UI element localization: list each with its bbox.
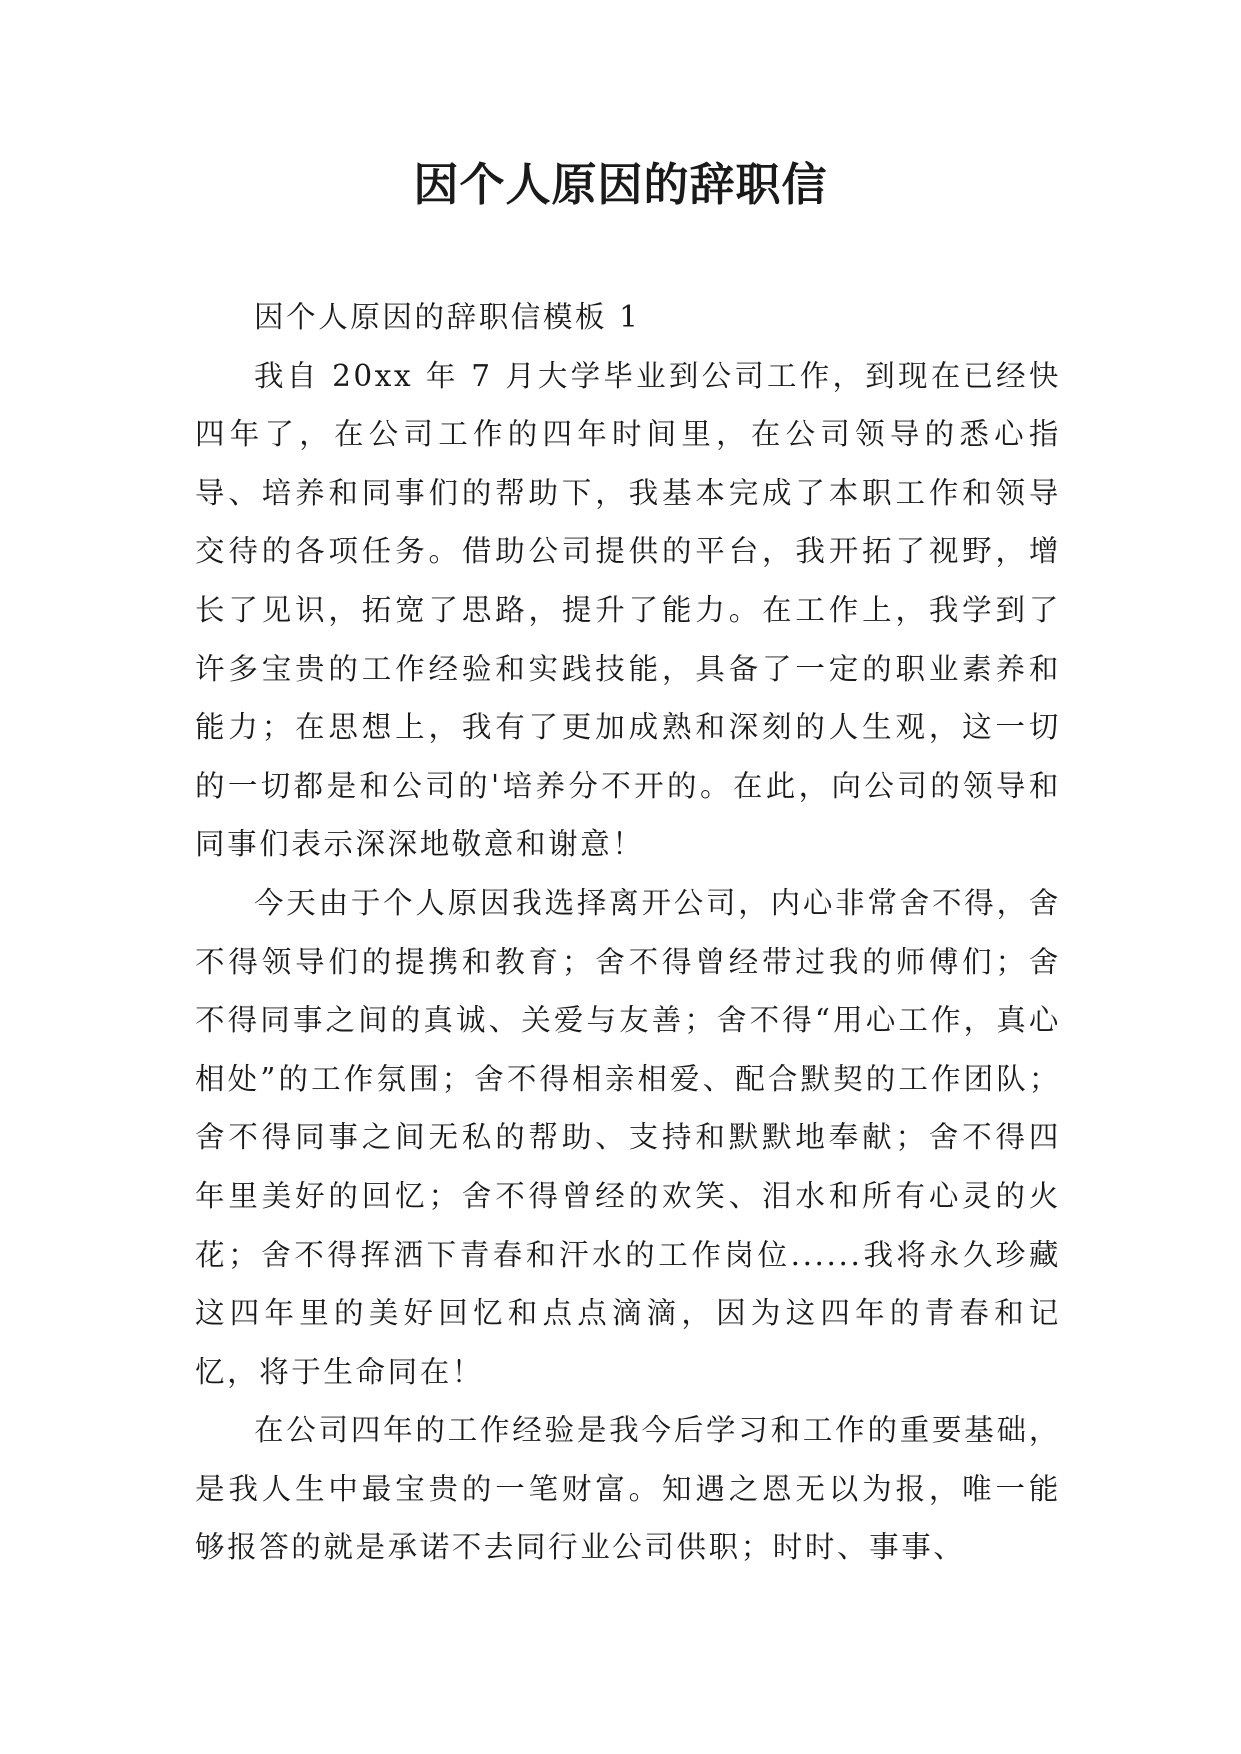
paragraph-1: 我自 20xx 年 7 月大学毕业到公司工作，到现在已经快四年了，在公司工作的四年时间里，在公司领导的悉心指导、培养和同事们的帮助下，我基本完成了本职工作和领导交待的各项任务。借助公司提供的平台，我开拓了视野，增长了见识，拓宽了思路，提升了能力。在工作上，我学到了许多宝贵的工作经验和实践技能，具备了一定的职业素养和能力；在思想上，我有了更加成熟和深刻的人生观，这一切的一切都是和公司的'培养分不开的。在此，向公司的领导和同事们表示深深地敬意和谢意！ xyxy=(195,358,1061,862)
paragraph-3: 在公司四年的工作经验是我今后学习和工作的重要基础，是我人生中最宝贵的一笔财富。知遇之恩无以为报，唯一能够报答的就是承诺不去同行业公司供职；时时、事事、 xyxy=(195,1413,1061,1565)
document-body xyxy=(195,288,1061,1577)
document-title: 因个人原因的辞职信 xyxy=(413,158,828,211)
template-subtitle: 因个人原因的辞职信模板 1 xyxy=(254,300,641,334)
paragraph-2: 今天由于个人原因我选择离开公司，内心非常舍不得，舍不得领导们的提携和教育；舍不得曾经带过我的师傅们；舍不得同事之间的真诚、关爱与友善；舍不得“用心工作，真心相处”的工作氛围；舍不得相亲相爱、配合默契的工作团队；舍不得同事之间无私的帮助、支持和默默地奉献；舍不得四年里美好的回忆；舍不得曾经的欢笑、泪水和所有心灵的火花；舍不得挥洒下青春和汗水的工作岗位......我将永久珍藏这四年里的美好回忆和点点滴滴，因为这四年的青春和记忆，将于生命同在！ xyxy=(195,885,1061,1389)
